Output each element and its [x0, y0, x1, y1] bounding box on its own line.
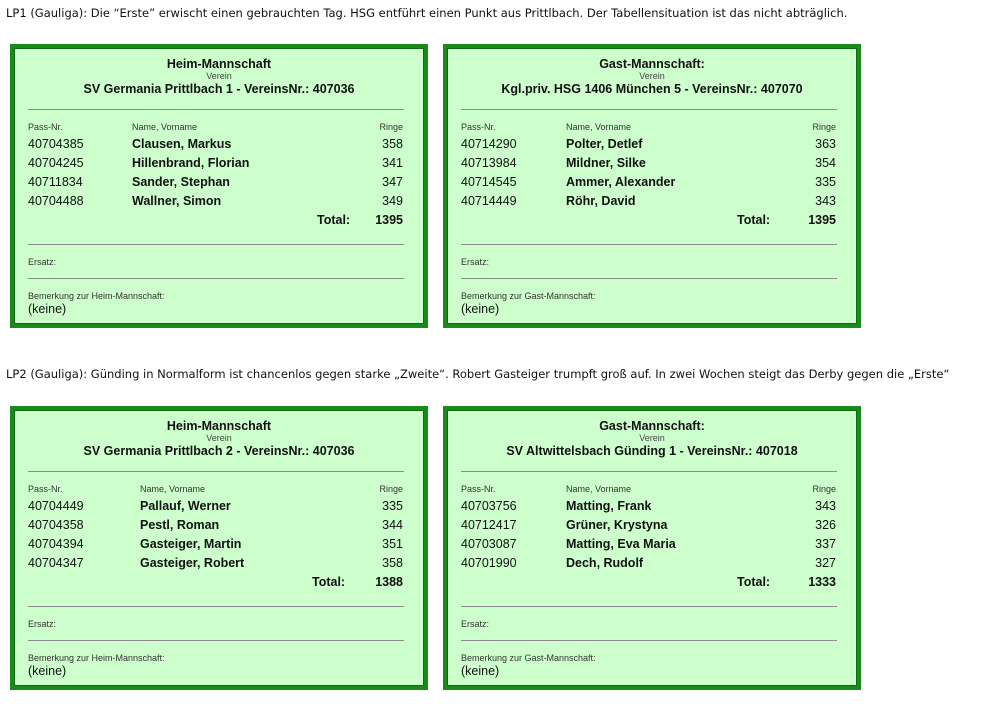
player-name: Wallner, Simon [132, 194, 222, 208]
ersatz-label: Ersatz: [461, 257, 490, 267]
verein-label: Verein [206, 71, 232, 81]
player-name: Gasteiger, Martin [140, 537, 242, 551]
table-row [447, 556, 857, 575]
team-role: Gast-Mannschaft: [599, 419, 705, 433]
ringe-value: 341 [382, 156, 403, 170]
caption-lp1: LP1 (Gauliga): Die “Erste” erwischt einen gebrauchten Tag. HSG entführt einen Punkt aus Prittlbach. Der Tabellensituation ist das nicht abträglich. [6, 6, 848, 20]
player-name: Mildner, Silke [566, 156, 646, 170]
ringe-value: 343 [815, 499, 836, 513]
pass-number: 40704394 [28, 537, 84, 551]
col-pass: Pass-Nr. [461, 484, 496, 494]
divider [461, 471, 837, 472]
player-name: Ammer, Alexander [566, 175, 676, 189]
bemerkung-label: Bemerkung zur Heim-Mannschaft: [28, 291, 165, 301]
team-role: Heim-Mannschaft [166, 419, 272, 433]
scorecard-guest-lp2 [443, 406, 861, 690]
divider [28, 471, 404, 472]
total-label: Total: [737, 575, 771, 589]
table-row [14, 499, 424, 518]
ringe-value: 363 [815, 137, 836, 151]
table-row [447, 499, 857, 518]
scorecard-home-lp2 [10, 406, 428, 690]
table-row [14, 537, 424, 556]
verein-label: Verein [639, 71, 665, 81]
col-ringe: Ringe [812, 484, 836, 494]
col-ringe: Ringe [812, 122, 836, 132]
table-row [14, 137, 424, 156]
bemerkung-label: Bemerkung zur Gast-Mannschaft: [461, 653, 596, 663]
pass-number: 40704385 [28, 137, 84, 151]
player-name: Sander, Stephan [132, 175, 230, 189]
total-label: Total: [317, 213, 351, 227]
divider [28, 109, 404, 110]
table-row [14, 175, 424, 194]
bemerkung-value: (keine) [28, 664, 67, 678]
scorecard-home-lp1 [10, 44, 428, 328]
ringe-value: 351 [382, 537, 403, 551]
bemerkung-label: Bemerkung zur Heim-Mannschaft: [28, 653, 165, 663]
ringe-value: 349 [382, 194, 403, 208]
col-pass: Pass-Nr. [28, 122, 63, 132]
pass-number: 40704449 [28, 499, 84, 513]
ersatz-label: Ersatz: [461, 619, 490, 629]
team-role: Heim-Mannschaft [166, 57, 272, 71]
table-row [447, 156, 857, 175]
table-row [14, 194, 424, 213]
col-pass: Pass-Nr. [461, 122, 496, 132]
pass-number: 40703756 [461, 499, 517, 513]
ringe-value: 337 [815, 537, 836, 551]
table-row [447, 175, 857, 194]
ringe-value: 327 [815, 556, 836, 570]
club-name: SV Germania Prittlbach 2 - VereinsNr.: 407036 [83, 444, 355, 458]
pass-number: 40714545 [461, 175, 517, 189]
total-value: 1395 [808, 213, 836, 227]
ringe-value: 335 [382, 499, 403, 513]
pass-number: 40704488 [28, 194, 84, 208]
col-name: Name, Vorname [140, 484, 206, 494]
pass-number: 40714449 [461, 194, 517, 208]
scorecard-guest-lp1 [443, 44, 861, 328]
player-name: Röhr, David [566, 194, 636, 208]
player-name: Gasteiger, Robert [140, 556, 245, 570]
total-label: Total: [737, 213, 771, 227]
club-name: SV Altwittelsbach Günding 1 - VereinsNr.: 407018 [506, 444, 798, 458]
caption-lp2: LP2 (Gauliga): Günding in Normalform ist chancenlos gegen starke „Zweite“. Robert Gasteiger trumpft groß auf. In zwei Wochen steigt das Derby gegen die „Erste“ [6, 367, 950, 381]
team-role: Gast-Mannschaft: [599, 57, 705, 71]
ersatz-label: Ersatz: [28, 619, 57, 629]
pass-number: 40704358 [28, 518, 84, 532]
player-name: Matting, Frank [566, 499, 652, 513]
total-value: 1388 [375, 575, 403, 589]
player-name: Pestl, Roman [140, 518, 220, 532]
ringe-value: 354 [815, 156, 836, 170]
divider [461, 244, 837, 245]
divider [28, 606, 404, 607]
player-name: Polter, Detlef [566, 137, 643, 151]
total-value: 1333 [808, 575, 836, 589]
ringe-value: 326 [815, 518, 836, 532]
table-row [447, 518, 857, 537]
player-name: Pallauf, Werner [140, 499, 231, 513]
total-label: Total: [312, 575, 346, 589]
table-row [447, 537, 857, 556]
col-ringe: Ringe [379, 484, 403, 494]
pass-number: 40703087 [461, 537, 517, 551]
bemerkung-label: Bemerkung zur Gast-Mannschaft: [461, 291, 596, 301]
pass-number: 40711834 [28, 175, 83, 189]
ringe-value: 358 [382, 556, 403, 570]
ringe-value: 343 [815, 194, 836, 208]
table-row [447, 194, 857, 213]
divider [461, 109, 837, 110]
verein-label: Verein [639, 433, 665, 443]
divider [28, 640, 404, 641]
player-name: Matting, Eva Maria [566, 537, 676, 551]
player-name: Grüner, Krystyna [566, 518, 668, 532]
col-ringe: Ringe [379, 122, 403, 132]
club-name: SV Germania Prittlbach 1 - VereinsNr.: 407036 [83, 82, 355, 96]
bemerkung-value: (keine) [461, 302, 500, 316]
divider [461, 606, 837, 607]
col-name: Name, Vorname [566, 484, 632, 494]
divider [461, 278, 837, 279]
player-name: Clausen, Markus [132, 137, 232, 151]
divider [461, 640, 837, 641]
table-row [14, 556, 424, 575]
table-row [14, 156, 424, 175]
table-row [14, 518, 424, 537]
pass-number: 40704347 [28, 556, 84, 570]
player-name: Hillenbrand, Florian [132, 156, 250, 170]
pass-number: 40704245 [28, 156, 84, 170]
ringe-value: 335 [815, 175, 836, 189]
divider [28, 278, 404, 279]
col-pass: Pass-Nr. [28, 484, 63, 494]
pass-number: 40713984 [461, 156, 517, 170]
bemerkung-value: (keine) [461, 664, 500, 678]
col-name: Name, Vorname [132, 122, 198, 132]
pass-number: 40714290 [461, 137, 517, 151]
col-name: Name, Vorname [566, 122, 632, 132]
table-row [447, 137, 857, 156]
club-name: Kgl.priv. HSG 1406 München 5 - VereinsNr.: 407070 [501, 82, 803, 96]
player-name: Dech, Rudolf [566, 556, 644, 570]
total-value: 1395 [375, 213, 403, 227]
divider [28, 244, 404, 245]
verein-label: Verein [206, 433, 232, 443]
pass-number: 40701990 [461, 556, 517, 570]
bemerkung-value: (keine) [28, 302, 67, 316]
pass-number: 40712417 [461, 518, 517, 532]
ringe-value: 344 [382, 518, 403, 532]
ersatz-label: Ersatz: [28, 257, 57, 267]
ringe-value: 347 [382, 175, 403, 189]
ringe-value: 358 [382, 137, 403, 151]
